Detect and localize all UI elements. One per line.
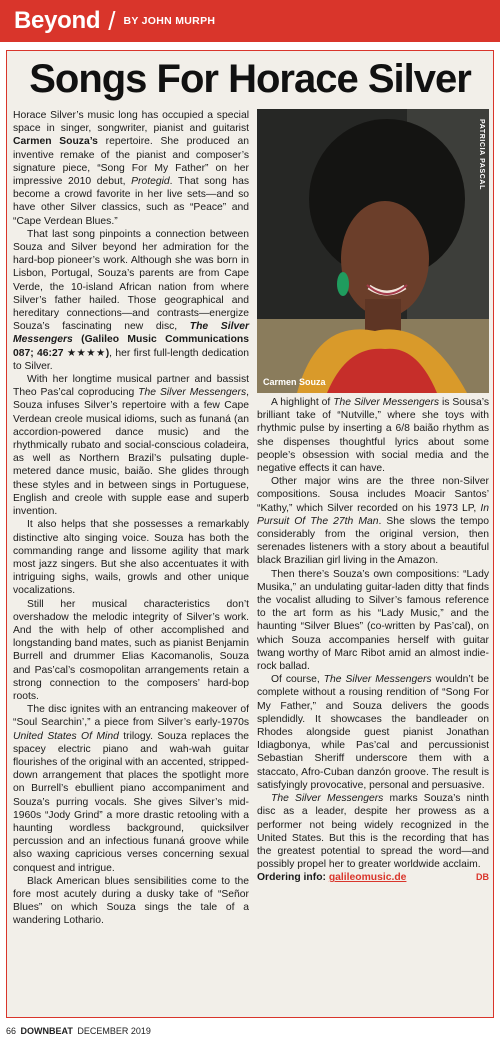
paragraph-4: It also helps that she possesses a remarkably distinctive alto singing voice. Souza has both the commanding range and lissome agility that mark most jazz singers. But she also accentuates it with intriguing sighs, wails, growls and other unique vocalizations. <box>13 519 249 597</box>
photo-caption: Carmen Souza <box>263 377 326 387</box>
paragraph-6 <box>13 703 249 875</box>
album-title: The Silver Messengers <box>333 397 440 408</box>
section-banner <box>0 0 500 42</box>
article-column-left <box>13 109 249 928</box>
section-title: Beyond <box>14 7 101 34</box>
page-number: 66 <box>6 1026 17 1036</box>
text: . She slows the tempo considerably from the original version, then serenades listeners with a story about a beautiful black Brazilian girl living in the Amazon. <box>257 515 489 567</box>
paragraph-2 <box>13 228 249 373</box>
text: trilogy. Souza replaces the spacey electric piano and wah-wah guitar flourishes of the original with an accented, stripped-down arrangement that places the spotlight more on Burrell’s ebullient piano accompaniment and Souza’s purring vocals. She gives Silver’s mid-1960s “Jody Grind” a more drastic retooling with a haunting wordless background, quicksilver percussion and an infectious funaná groove while also waxing capricious verses concerning sexual conquest and intrigue. <box>13 730 250 874</box>
album-info: (Galileo Music Communications 087; 46:27 ★★★★) <box>13 334 249 359</box>
byline: BY JOHN MURPH <box>123 15 216 27</box>
artist-name: Carmen Souza’s <box>13 136 98 148</box>
paragraph-9 <box>257 475 489 567</box>
text: , her first full-length dedication to Silver. <box>13 347 249 372</box>
album-title: The Silver Messengers <box>323 674 432 686</box>
article-column-right <box>257 396 489 885</box>
text: The disc ignites with an entrancing makeover of “Soul Searchin’,” a piece from Silver’s early-1970s <box>13 704 249 729</box>
album-title: The Silver Messengers <box>13 321 249 346</box>
text: That last song pinpoints a connection between Souza and Silver beyond her admiration for the hard-bop pioneer’s work. Although she was born in Lisbon, Portugal, Souza’s parents are from Cape Verde, the 10-island African nation from where Silver’s father hailed. Those geographical and hereditary connections—and contrasts—energize Souza’s fascinating new disc, <box>13 228 249 333</box>
text: Horace Silver’s music long has occupied a special space in singer, songwriter, pianist and guitarist <box>13 110 249 135</box>
magazine-brand: DOWNBEAT <box>20 1026 73 1036</box>
ordering-label: Ordering info: <box>257 872 329 884</box>
headline: Songs For Horace Silver <box>29 57 471 101</box>
article-panel <box>6 50 494 1018</box>
text: Of course, <box>271 674 324 686</box>
signature: DB <box>476 872 489 883</box>
text: , Souza infuses Silver’s repertoire with a few Cape Verdean creole musical idioms, such as funaná (an accordion-powered dance music) and the rhythmically rubato and social-conscious coladeira, as well as Northern Brazil’s pulsating duple-metered dance music, baião. She glides through these styles and in between sings in Portuguese, English and creole with supple ease and superb invention. <box>13 387 249 518</box>
text: Other major wins are the three non-Silver compositions. Sousa includes Moacir Santos’ “Kathy,” which Silver recorded on his 1973 LP, <box>257 476 489 514</box>
issue-date: DECEMBER 2019 <box>77 1026 151 1036</box>
paragraph-7: Black American blues sensibilities come to the fore most acutely during a dusky take of “Señor Blues” on which Souza sings the tale of a wandering Lothario. <box>13 875 249 927</box>
paragraph-3 <box>13 373 249 518</box>
portrait-illustration <box>257 109 489 393</box>
paragraph-1 <box>13 109 249 228</box>
text: . That song has become a crowd favorite in her live sets—and so have other Silver classics, such as “Peace” and “Cape Verdean Blues.” <box>13 176 249 227</box>
text: marks Souza’s ninth disc as a leader, despite her prowess as a performer not being widely recognized in the United States. But this is the recording that has the greatest potential to spread the word—and possibly propel her to greater worldwide acclaim. <box>257 793 489 871</box>
text: A highlight of <box>271 397 334 408</box>
page-footer <box>6 1026 151 1036</box>
banner-slash: / <box>108 5 116 36</box>
paragraph-8 <box>257 396 489 475</box>
album-title: The Silver Messengers <box>271 793 384 805</box>
photo-credit: PATRICIA PASCAL <box>478 119 485 190</box>
text: repertoire. She produced an inventive remake of the pianist and composer’s signature piece, “Song For My Father” on her impressive 2010 debut, <box>13 136 249 188</box>
paragraph-10: Then there’s Souza’s own compositions: “Lady Musika,” an undulating guitar-laden ditty that finds the vocalist alluding to Silver’s famous reference to the art form as his “Lady Music,” and the haunting “Silver Blues” (co-written by Pas’cal), on which Souza accompanies herself with guitar twang worthy of Marc Ribot amid an almost indie-rock ballad. <box>257 568 489 673</box>
artist-photo <box>257 109 489 393</box>
ordering-link[interactable]: galileomusic.de <box>328 872 407 884</box>
paragraph-5: Still her musical characteristics don’t overshadow the melodic integrity of Silver’s work. And the with help of other accomplished and longstanding band mates, such as pianist Benjamin Burrell and drummer Elias Kacomanolis, Souza and Pas’cal’s cosmopolitan arrangements retain a strong connection to the composers’ hard-bop roots. <box>13 598 249 702</box>
album-title: The Silver Messengers <box>138 387 247 399</box>
album-title: Protegid <box>131 176 170 188</box>
album-title: United States Of Mind <box>13 730 119 742</box>
text: is Sousa’s brilliant take of “Nutville,” where she toys with rhythmic pulse by inserting a 6/8 baião rhythm as she dispenses thoughtful lyrics about some people’s obsession with social media and the negative effects it can have. <box>257 397 489 475</box>
album-title: In Pursuit Of The 27th Man <box>257 502 489 527</box>
ordering-info <box>257 871 489 884</box>
text: With her longtime musical partner and bassist Theo Pas’cal coproducing <box>13 374 249 399</box>
text: wouldn’t be complete without a rousing rendition of “Song For My Father,” and Souza delivers the goods splendidly. It showcases the bandleader on Rhodes alongside guest pianist Jonathan Idiagbonya, while Pas’cal and percussionist Sebastian Sheriff underscore them with a staccato, Afro-Cuban danzón groove. The result is satisfyingly provocative, personal and persuasive. <box>257 674 489 791</box>
paragraph-11 <box>257 673 489 792</box>
